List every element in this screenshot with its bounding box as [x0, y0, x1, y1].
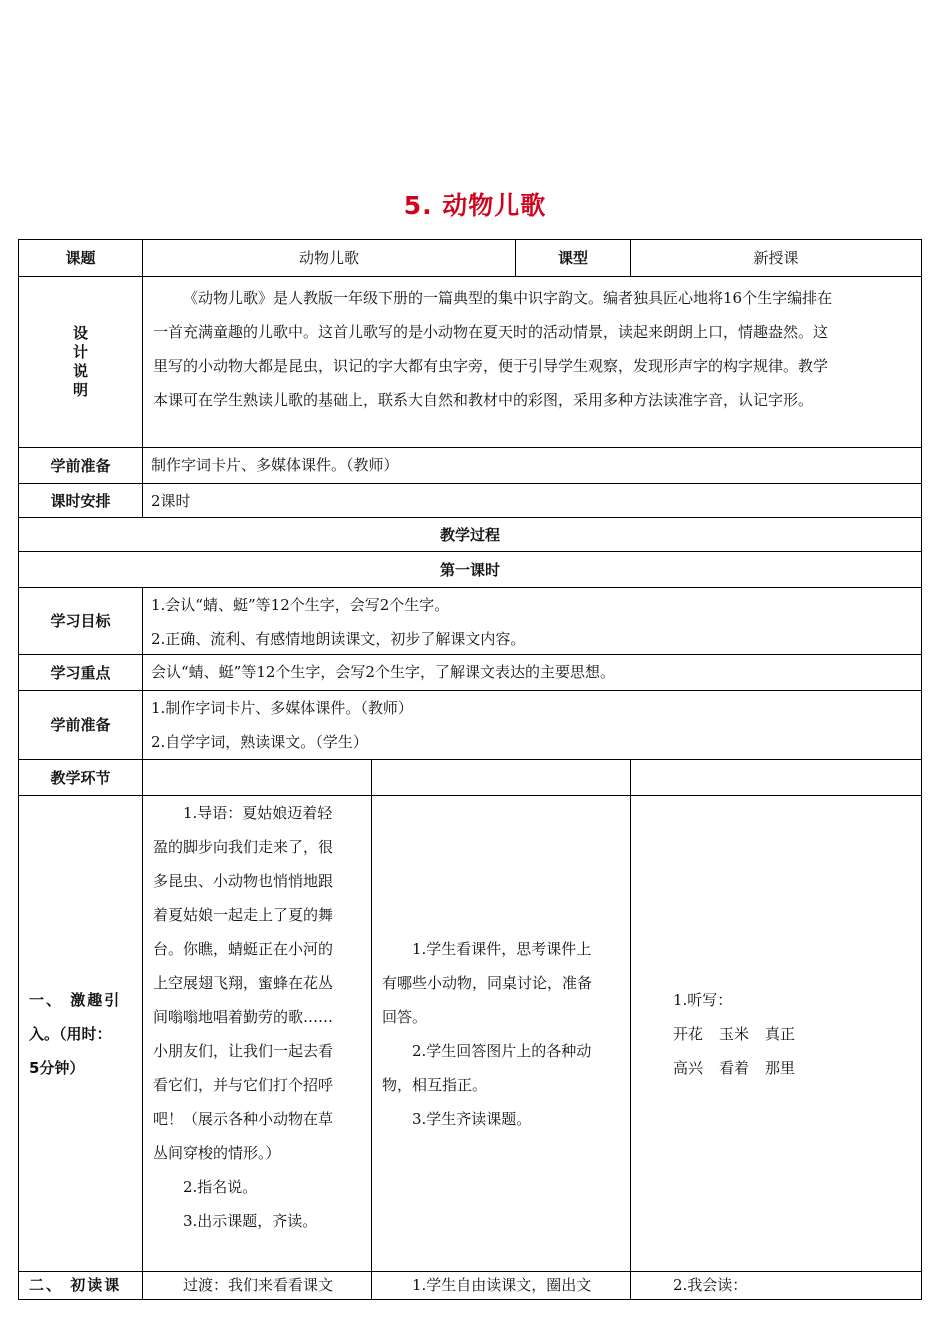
- teacher-line: 看它们，并与它们打个招呼: [153, 1076, 334, 1094]
- design-text: [142, 276, 922, 448]
- teacher-line: 吧！（展示各种小动物在草: [153, 1110, 334, 1128]
- design-line: 《动物儿歌》是人教版一年级下册的一篇典型的集中识字韵文。编者独具匠心地将16个生字编排在: [183, 289, 833, 307]
- steps-student-header: [371, 759, 631, 796]
- student-line: 2.学生回答图片上的各种动: [412, 1041, 592, 1060]
- process-heading: 教学过程: [18, 517, 922, 552]
- steps-label: 教学环节: [18, 759, 143, 796]
- student-line: 物，相互指正。: [382, 1075, 488, 1094]
- design-label-char: 设: [72, 324, 88, 342]
- dictation-word: 真正: [765, 1024, 796, 1043]
- prep2-item: 2.自学字词，熟读课文。（学生）: [151, 733, 368, 751]
- teacher-line: 多昆虫、小动物也悄悄地跟: [153, 872, 334, 890]
- teacher-line: 丛间穿梭的情形。）: [153, 1144, 281, 1162]
- section1-teacher: [142, 795, 372, 1272]
- steps-note-header: [630, 759, 922, 796]
- section2-teacher: 过渡：我们来看看课文: [142, 1271, 372, 1300]
- student-line: 回答。: [382, 1007, 428, 1026]
- design-label: [18, 276, 143, 448]
- teacher-line: 台。你瞧，蜻蜓正在小河的: [153, 940, 334, 958]
- design-line: 一首充满童趣的儿歌中。这首儿歌写的是小动物在夏天时的活动情景，读起来朗朗上口，情趣盎然。这: [153, 323, 829, 341]
- student-line: 3.学生齐读课题。: [412, 1109, 532, 1128]
- lesson-plan-table: [19, 240, 923, 1300]
- dictation-word: 看着: [719, 1058, 750, 1077]
- focus-value: 会认“蜻、蜓”等12个生字，会写2个生字，了解课文表达的主要思想。: [142, 654, 922, 691]
- goal-item: 2.正确、流利、有感情地朗读课文，初步了解课文内容。: [151, 630, 526, 648]
- dictation-title: 1.听写：: [673, 990, 733, 1009]
- section2-label: 二、 初读课: [18, 1271, 143, 1300]
- prep2-item: 1.制作字词卡片、多媒体课件。（教师）: [151, 699, 413, 717]
- schedule-label: 课时安排: [18, 483, 143, 518]
- dictation-row: [673, 1017, 913, 1051]
- teacher-line: 2.指名说。: [183, 1178, 258, 1196]
- student-line: 有哪些小动物，同桌讨论，准备: [382, 973, 593, 992]
- dictation-word: 玉米: [719, 1024, 750, 1043]
- steps-teacher-header: [142, 759, 372, 796]
- lesson-type-label: 课型: [515, 239, 631, 277]
- section1-label-line: 入。（用时：: [29, 1024, 112, 1043]
- section1-notes: [630, 795, 922, 1272]
- dictation-row: [673, 1051, 913, 1085]
- prep2-label: 学前准备: [18, 690, 143, 760]
- prep-value: 制作字词卡片、多媒体课件。（教师）: [142, 447, 922, 484]
- section2-note: 2.我会读：: [630, 1271, 922, 1300]
- dictation-word: 高兴: [673, 1058, 704, 1077]
- design-label-char: 计: [72, 343, 88, 361]
- focus-label: 学习重点: [18, 654, 143, 691]
- design-line: 里写的小动物大都是昆虫，识记的字大都有虫字旁，便于引导学生观察，发现形声字的构字规律。教学: [153, 357, 829, 375]
- section1-label-line: 5分钟）: [29, 1058, 85, 1077]
- lesson-type-value: 新授课: [630, 239, 922, 277]
- section1-label-line: 一、 激趣引: [29, 990, 122, 1009]
- topic-value: 动物儿歌: [142, 239, 516, 277]
- design-label-char: 明: [72, 381, 88, 399]
- design-label-char: 说: [72, 362, 88, 380]
- goal-item: 1.会认“蜻、蜓”等12个生字，会写2个生字。: [151, 596, 450, 614]
- design-line: 本课可在学生熟读儿歌的基础上，联系大自然和教材中的彩图，采用多种方法读准字音，认记字形。: [153, 391, 814, 409]
- topic-label: 课题: [18, 239, 143, 277]
- teacher-line: 3.出示课题，齐读。: [183, 1212, 318, 1230]
- section2-student: 1.学生自由读课文，圈出文: [371, 1271, 631, 1300]
- schedule-value: 2课时: [142, 483, 922, 518]
- prep2-text: [142, 690, 922, 760]
- teacher-line: 着夏姑娘一起走上了夏的舞: [153, 906, 334, 924]
- teacher-line: 间嗡嗡地唱着勤劳的歌……: [153, 1008, 334, 1026]
- dictation-word: 那里: [765, 1058, 796, 1077]
- section1-student: [371, 795, 631, 1272]
- goals-text: [142, 587, 922, 655]
- lesson-heading: 第一课时: [18, 551, 922, 588]
- dictation-word: 开花: [673, 1024, 704, 1043]
- student-line: 1.学生看课件，思考课件上: [412, 939, 592, 958]
- teacher-line: 1.导语：夏姑娘迈着轻: [183, 804, 333, 822]
- goals-label: 学习目标: [18, 587, 143, 655]
- section1-label: [18, 795, 143, 1272]
- page-title: 5. 动物儿歌: [403, 191, 547, 220]
- prep-label: 学前准备: [18, 447, 143, 484]
- teacher-line: 上空展翅飞翔，蜜蜂在花丛: [153, 974, 334, 992]
- teacher-line: 小朋友们，让我们一起去看: [153, 1042, 334, 1060]
- teacher-line: 盈的脚步向我们走来了，很: [153, 838, 334, 856]
